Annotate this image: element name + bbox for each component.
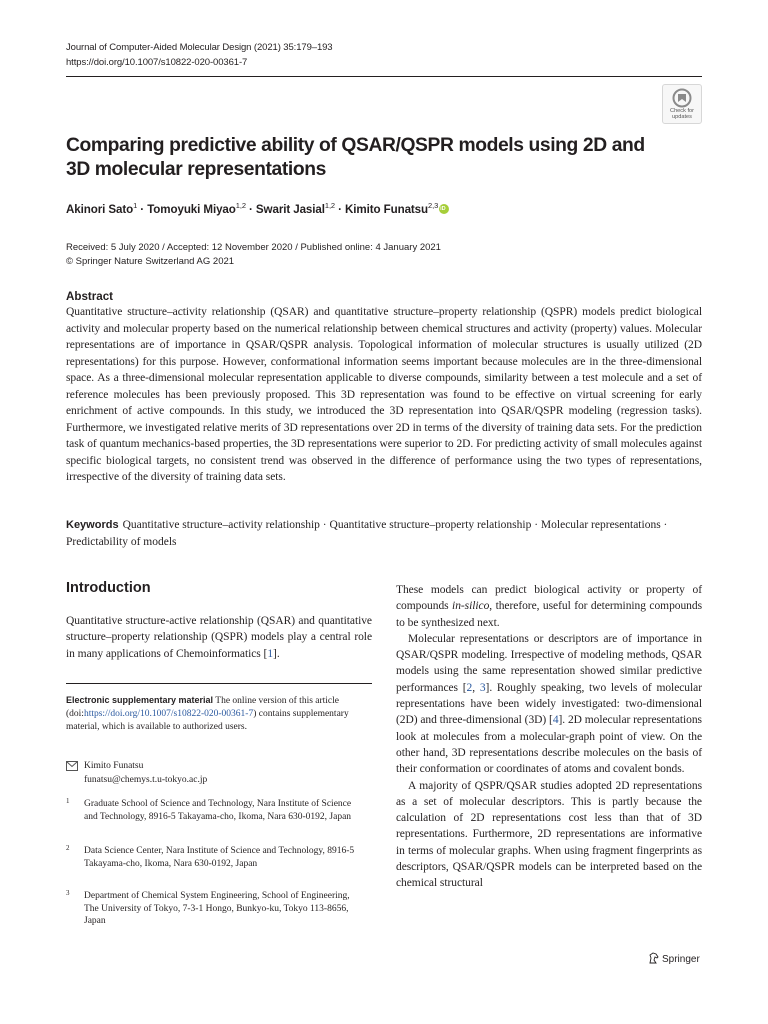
author-name[interactable]: Tomoyuki Miyao (147, 203, 236, 216)
esm-label: Electronic supplementary material (66, 695, 214, 705)
badge-label-2: updates (672, 114, 692, 120)
author-name[interactable]: Kimito Funatsu (345, 203, 429, 216)
citation-link[interactable]: 2 (466, 681, 473, 694)
article-title: Comparing predictive ability of QSAR/QSPR models using 2D and 3D molecular representations (66, 135, 645, 180)
italic-term: in-silico (452, 600, 490, 613)
paragraph (396, 631, 702, 778)
affiliation-text: Graduate School of Science and Technology, Nara Institute of Science and Technology, 8916-5 Takayama-cho, Ikoma, Nara 630-0192, Japan (84, 799, 352, 822)
contact-email[interactable]: funatsu@chemys.t.u-tokyo.ac.jp (84, 775, 208, 785)
author-affiliation-sup: 1,2 (235, 201, 246, 210)
received-dates: Received: 5 July 2020 / Accepted: 12 November 2020 / Published online: 4 January 2021 (66, 242, 441, 253)
badge-label-1: Check for (670, 108, 694, 114)
check-for-updates-badge[interactable] (662, 84, 702, 124)
author-name[interactable]: Swarit Jasial (255, 203, 325, 216)
keywords (66, 517, 702, 550)
journal-header (66, 40, 333, 70)
author-separator: · (137, 203, 148, 216)
corresponding-author (84, 759, 207, 787)
abstract-text: Quantitative structure–activity relationship (QSAR) and quantitative structure–property relationship (QSPR) models predict biological activity and molecular property based on the numerical relationship between chemical structures and activity (property) values. Molecular representations are of importance in QSAR/QSPR analysis. Topological information of molecular structures is usually utilized (2D representations) for this purpose. However, conformational information seems important because molecules are in the three-dimensional space. As a three-dimensional molecular representation applicable to diverse compounds, similarity between a test molecule and a set of reference molecules has been previously proposed. This 3D representation was found to be effective on virtual screening for early enrichment of active compounds. In this study, we introduced the 3D representation into QSAR/QSPR modeling (regression tasks). Furthermore, we investigated relative merits of 3D representations over 2D in terms of the diversity of training data sets. For the prediction task of quantum mechanics-based properties, the 3D representations were superior to 2D. For predicting activity of small molecules against specific biological targets, no consistent trend was observed in the difference of performance using the two types of representations, irrespective of the diversity of training data sets. (66, 306, 702, 483)
citation-link[interactable]: 1 (267, 647, 274, 660)
supplementary-note (66, 694, 366, 735)
text-run: , (472, 681, 480, 694)
journal-citation: Journal of Computer-Aided Molecular Design (2021) 35:179–193 (66, 42, 333, 53)
esm-doi-link[interactable]: https://doi.org/10.1007/s10822-020-00361-7 (83, 709, 254, 720)
citation-link[interactable]: 4 (552, 714, 559, 727)
author-affiliation-sup: 2,3 (428, 201, 439, 210)
abstract-heading: Abstract (66, 290, 114, 303)
paragraph (396, 582, 702, 631)
introduction-heading: Introduction (66, 580, 151, 596)
esm-text-end: ) contains supplementary material, which is available to authorized users. (66, 709, 349, 733)
affiliation-number: 3 (66, 889, 70, 897)
paragraph: A majority of QSPR/QSAR studies adopted 2D representations as a set of molecular descriptors. This is partly because the calculation of 2D representations cost less than that of 3D representations. Furthermore, 2D representations are informative in terms of molecular graphs. When using fragment fingerprints as descriptors, QSAR/QSPR models can be interpreted based on the chemical structural (396, 779, 702, 890)
text-run: ]. Roughly speaking, two levels of molecular representations have been widely investigated: two-dimensional (2D) and three-dimensional (3D) [ (396, 681, 702, 727)
text-run: Molecular representations or descriptors are of importance in QSAR/QSPR modeling. Irrespective of modeling methods, QSAR models using the same representation showed similar predictive performances [ (396, 632, 702, 694)
text-run: These models can predict biological activity or property of compounds (396, 584, 702, 613)
text-run: ]. 2D molecular representations look at molecules from a molecular-graph point of view. On the other hand, 3D representations describe molecules on the basis of their conformation or coordinates of atoms and covalent bonds. (396, 714, 702, 776)
author-separator: · (245, 203, 256, 216)
copyright-line: © Springer Nature Switzerland AG 2021 (66, 256, 235, 267)
citation-link[interactable]: 3 (479, 681, 486, 694)
right-column (396, 582, 702, 892)
envelope-icon (66, 761, 78, 775)
affiliation-text: Department of Chemical System Engineering, School of Engineering, The University of Tokyo, 7-3-1 Hongo, Bunkyo-ku, Tokyo 113-8656, Japan (84, 891, 350, 926)
introduction-paragraph (66, 613, 372, 662)
author-separator: · (335, 203, 346, 216)
springer-horse-icon (648, 952, 660, 964)
author-affiliation-sup: 1,2 (324, 201, 336, 210)
author-affiliation-sup: 1 (133, 201, 138, 210)
intro-text: Quantitative structure-active relationship (QSAR) and quantitative structure–property relationship (QSPR) models play a central role in many applications of Chemoinformatics [ (66, 615, 372, 660)
affiliation-text: Data Science Center, Nara Institute of Science and Technology, 8916-5 Takayama-cho, Ikoma, Nara 630-0192, Japan (84, 846, 355, 869)
esm-text: The online version of this article (doi: (66, 696, 340, 720)
text-run: , therefore, useful for determining compounds to be synthesized next. (396, 600, 702, 629)
publisher-footer (648, 952, 700, 967)
author-list (66, 202, 449, 218)
publisher-name: Springer (662, 954, 700, 965)
affiliation-number: 1 (66, 797, 70, 805)
publication-dates (66, 241, 441, 269)
keywords-text: Quantitative structure–activity relationship · Quantitative structure–property relationship · Molecular representations · Predictability of models (66, 519, 668, 548)
footnote-rule (66, 683, 372, 684)
affiliation-number: 2 (66, 844, 70, 852)
doi-link[interactable]: https://doi.org/10.1007/s10822-020-00361-7 (66, 57, 248, 68)
author-name[interactable]: Akinori Sato (66, 203, 134, 216)
intro-text-end: ]. (273, 647, 280, 660)
keywords-label: Keywords (66, 519, 119, 531)
header-rule (66, 76, 702, 77)
orcid-icon[interactable] (439, 204, 449, 214)
check-for-updates-icon (672, 88, 692, 108)
contact-name: Kimito Funatsu (84, 761, 144, 771)
